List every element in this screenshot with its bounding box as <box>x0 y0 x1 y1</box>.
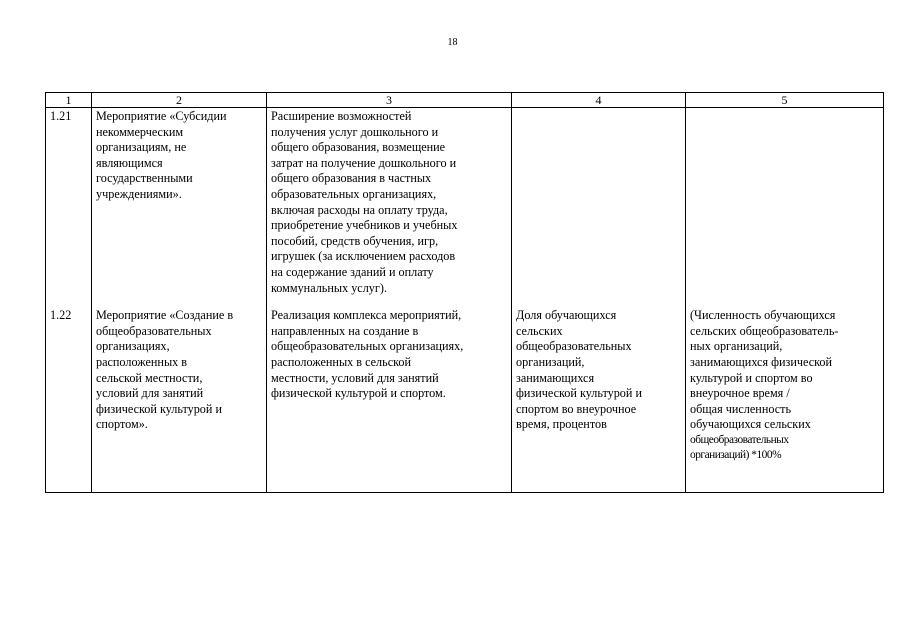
measure-cell: Мероприятие «Субсидии некоммерческим организациям, не являющимся государственными учреждениями». <box>92 108 267 297</box>
table-row <box>46 108 884 297</box>
column-header: 4 <box>512 93 686 108</box>
measure-cell: Мероприятие «Создание в общеобразовательных организациях, расположенных в сельской местности, условий для занятий физической культурой и спортом». <box>92 296 267 492</box>
column-header: 2 <box>92 93 267 108</box>
column-header: 1 <box>46 93 92 108</box>
indicator-cell: Доля обучающихся сельских общеобразовательных организаций, занимающихся физической культурой и спортом во внеурочное время, процентов <box>512 296 686 492</box>
content-cell: Реализация комплекса мероприятий, направленных на создание в общеобразовательных организациях, расположенных в сельской местности, условий для занятий физической культурой и спортом. <box>267 296 512 492</box>
formula-cell: (Численность обучающихся сельских общеобразователь- ных организаций, занимающихся физической культурой и спортом во внеурочное время / общая численность обучающихся сельских общеобразовательных организаций) *100% <box>686 296 884 492</box>
measures-table <box>45 92 884 493</box>
indicator-cell <box>512 108 686 297</box>
table-row <box>46 296 884 492</box>
formula-cell <box>686 108 884 297</box>
row-number: 1.22 <box>46 296 92 492</box>
content-cell: Расширение возможностей получения услуг дошкольного и общего образования, возмещение затрат на получение дошкольного и общего образования в частных образовательных организациях, включая расходы на оплату труда, приобретение учебников и учебных пособий, средств обучения, игр, игрушек (за исключением расходов на содержание зданий и оплату коммунальных услуг). <box>267 108 512 297</box>
column-header: 5 <box>686 93 884 108</box>
column-header: 3 <box>267 93 512 108</box>
formula-tail: общеобразовательных организаций) *100% <box>690 433 789 462</box>
page-number: 18 <box>447 37 458 48</box>
table-header-row <box>46 93 884 108</box>
row-number: 1.21 <box>46 108 92 297</box>
